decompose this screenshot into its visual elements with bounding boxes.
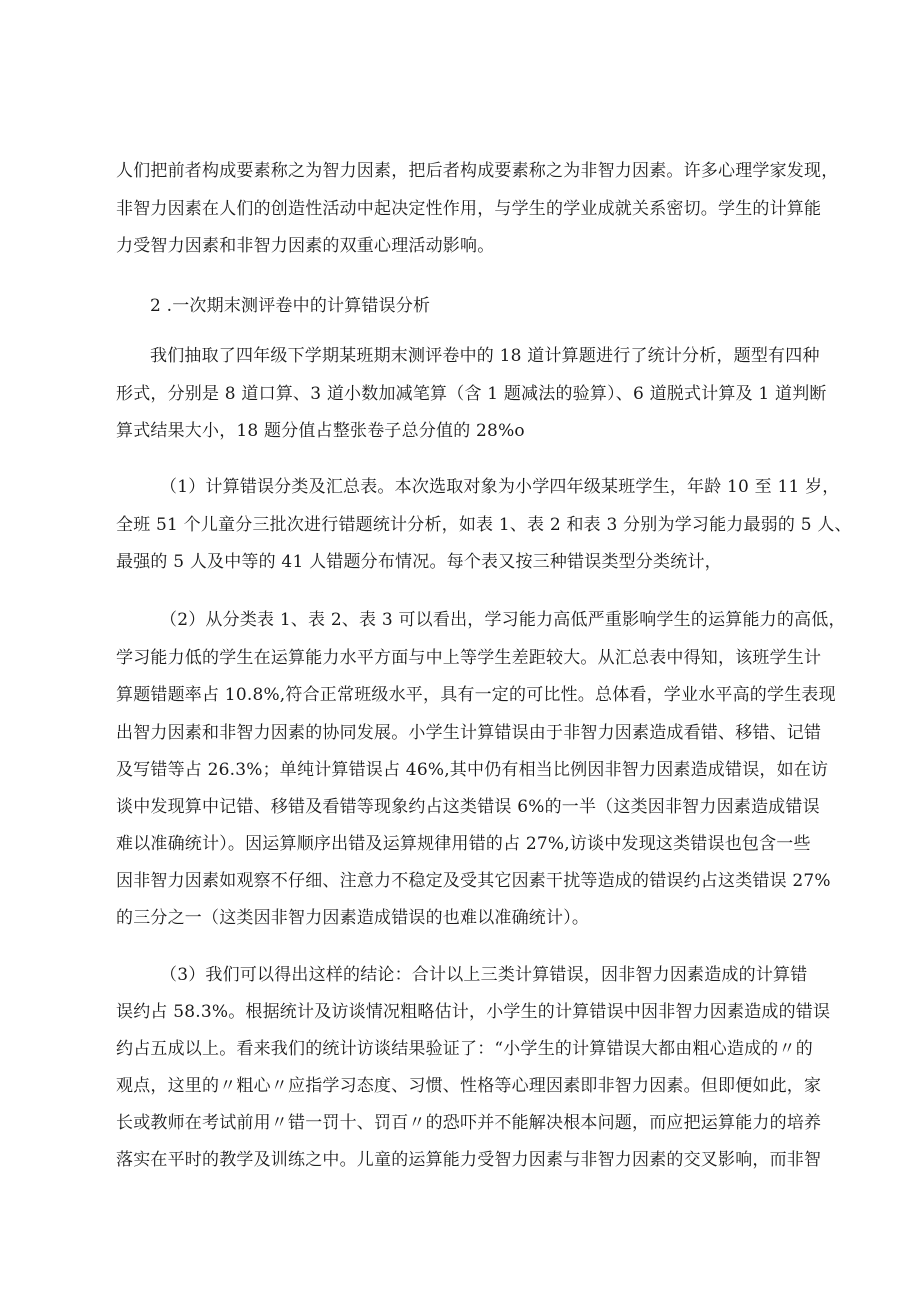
text-line: 出智力因素和非智力因素的协同发展。小学生计算错误由于非智力因素造成看错、移错、记错 [116, 723, 822, 743]
text-line: （1）计算错误分类及汇总表。本次选取对象为小学四年级某班学生，年龄 10 至 11 岁， [160, 477, 840, 497]
text-line: 难以准确统计）。因运算顺序出错及运算规律用错的占 27%,访谈中发现这类错误也包含一些 [116, 834, 811, 854]
text-line: 形式，分别是 8 道口算、3 道小数加减笔算（含 1 题减法的验算）、6 道脱式计算及 1 道判断 [116, 384, 827, 404]
text-line: 观点，这里的〃粗心〃应指学习态度、习惯、性格等心理因素即非智力因素。但即便如此，家 [116, 1076, 822, 1096]
text-line: 因非智力因素如观察不仔细、注意力不稳定及受其它因素干扰等造成的错误约占这类错误 27% [116, 871, 831, 891]
text-line: 最强的 5 人及中等的 41 人错题分布情况。每个表又按三种错误类型分类统计， [116, 552, 722, 572]
text-line: 算式结果大小，18 题分值占整张卷子总分值的 28%o [116, 421, 525, 441]
text-line: 约占五成以上。看来我们的统计访谈结果验证了：“小学生的计算错误大都由粗心造成的〃的 [116, 1039, 813, 1059]
text-line: 算题错题率占 10.8%,符合正常班级水平，具有一定的可比性。总体看，学业水平高的学生表现 [116, 685, 836, 705]
text-line: 我们抽取了四年级下学期某班期末测评卷中的 18 道计算题进行了统计分析，题型有四种 [150, 346, 820, 366]
text-line: 落实在平时的教学及训练之中。儿童的运算能力受智力因素与非智力因素的交叉影响，而非智 [116, 1150, 822, 1170]
text-line: 误约占 58.3%。根据统计及访谈情况粗略估计，小学生的计算错误中因非智力因素造成的错误 [116, 1002, 831, 1022]
text-line: 全班 51 个儿童分三批次进行错题统计分析，如表 1、表 2 和表 3 分别为学习能力最弱的 5 人、 [116, 515, 852, 535]
text-line: （3）我们可以得出这样的结论：合计以上三类计算错误，因非智力因素造成的计算错 [160, 965, 808, 985]
text-line: 及写错等占 26.3%；单纯计算错误占 46%,其中仍有相当比例因非智力因素造成错误，如在访 [116, 760, 829, 780]
text-line: 力受智力因素和非智力因素的双重心理活动影响。 [116, 236, 495, 256]
text-line: 人们把前者构成要素称之为智力因素，把后者构成要素称之为非智力因素。许多心理学家发现， [116, 161, 839, 181]
heading-text: 2 .一次期末测评卷中的计算错误分析 [150, 296, 431, 316]
text-line: 长或教师在考试前用〃错一罚十、罚百〃的恐吓并不能解决根本问题，而应把运算能力的培养 [116, 1113, 822, 1133]
text-line: 学习能力低的学生在运算能力水平方面与中上等学生差距较大。从汇总表中得知，该班学生计 [116, 648, 822, 668]
text-line: （2）从分类表 1、表 2、表 3 可以看出，学习能力高低严重影响学生的运算能力的高低， [160, 610, 846, 630]
text-line: 的三分之一（这类因非智力因素造成错误的也难以准确统计）。 [116, 908, 590, 928]
text-line: 非智力因素在人们的创造性活动中起决定性作用，与学生的学业成就关系密切。学生的计算能 [116, 199, 822, 219]
text-line: 谈中发现算中记错、移错及看错等现象约占这类错误 6%的一半（这类因非智力因素造成错误 [116, 797, 820, 817]
